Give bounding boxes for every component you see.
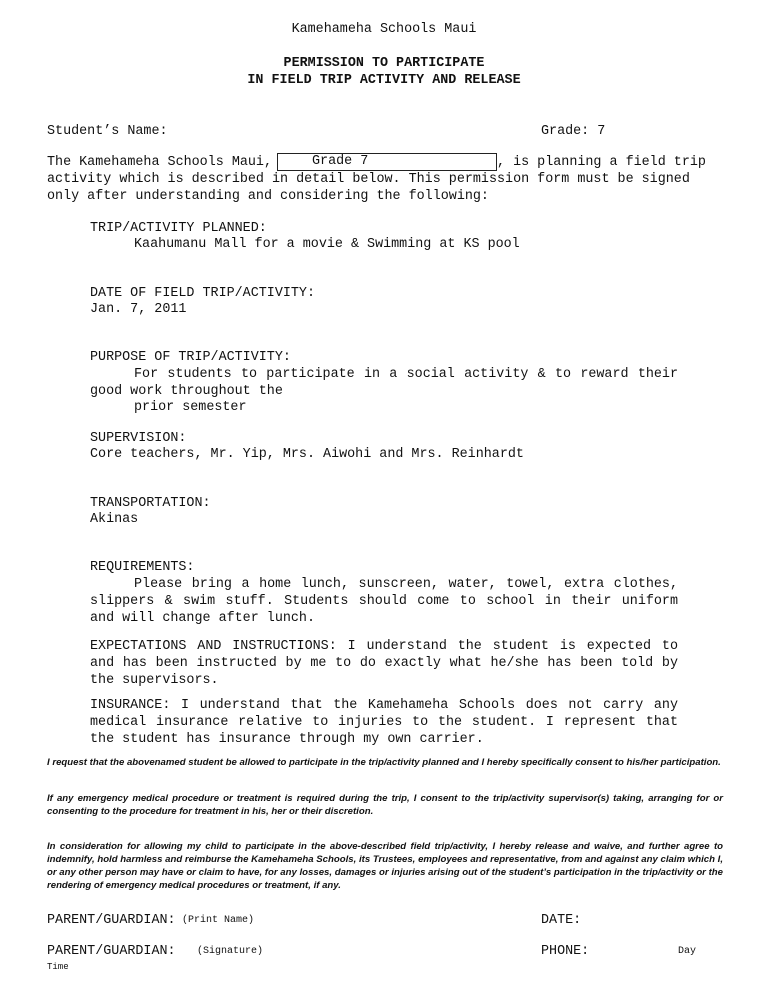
parent-guardian-label-1: PARENT/GUARDIAN:	[47, 913, 176, 928]
supervision-value: Core teachers, Mr. Yip, Mrs. Aiwohi and Mrs. Reinhardt	[90, 447, 524, 462]
medical-consent-paragraph: If any emergency medical procedure or treatment is required during the trip, I consent to the trip/activity supervisor(s) taking, arranging for or consenting to the procedure for treatment in his, her or their discretion.	[47, 793, 723, 817]
form-title-line-2: IN FIELD TRIP ACTIVITY AND RELEASE	[247, 73, 521, 88]
supervision-label: SUPERVISION:	[90, 431, 187, 446]
phone-time-hint: Time	[47, 962, 69, 972]
student-name-label: Student’s Name:	[47, 124, 168, 139]
phone-field-label: PHONE:	[541, 944, 590, 959]
intro-text-part-1: The Kamehameha Schools Maui,	[47, 155, 272, 170]
transportation-value: Akinas	[90, 512, 139, 527]
release-waiver-paragraph: In consideration for allowing my child to participate in the above-described field trip/activity, I hereby release and waive, and further agree to indemnify, hold harmless and reimburse the Kamehameha Schools, its Trustees, employees and representative, from and against any claim which I, or any other person may have or claim to have, for any losses, damages or injuries arising out of the student’s participation in the trip/activity or the rendering of emergency medical procedures or treatment, if any.	[47, 841, 723, 891]
school-name: Kamehameha Schools Maui	[291, 22, 477, 37]
intro-text-line-2: activity which is described in detail below. This permission form must be signed	[47, 172, 690, 187]
intro-text-line-3: only after understanding and considering the following:	[47, 189, 489, 204]
purpose-label: PURPOSE OF TRIP/ACTIVITY:	[90, 350, 291, 365]
date-field-label: DATE:	[541, 913, 582, 928]
transportation-label: TRANSPORTATION:	[90, 496, 211, 511]
requirements-text: Please bring a home lunch, sunscreen, water, towel, extra clothes, slippers & swim stuff. Students should come to school in their uniform and will change after lunch.	[90, 577, 678, 626]
purpose-text: For students to participate in a social activity & to reward their good work throughout the	[90, 367, 678, 399]
date-value: Jan. 7, 2011	[90, 302, 187, 317]
parent-guardian-label-2: PARENT/GUARDIAN:	[47, 944, 176, 959]
expectations-text: EXPECTATIONS AND INSTRUCTIONS: I understand the student is expected to and has been instructed by me to do exactly what he/she has been told by the supervisors.	[90, 639, 678, 688]
date-label: DATE OF FIELD TRIP/ACTIVITY:	[90, 286, 315, 301]
print-name-hint: (Print Name)	[182, 915, 255, 926]
trip-value: Kaahumanu Mall for a movie & Swimming at KS pool	[134, 237, 520, 252]
requirements-label: REQUIREMENTS:	[90, 560, 195, 575]
trip-label: TRIP/ACTIVITY PLANNED:	[90, 221, 267, 236]
grade-input-field[interactable]	[277, 153, 497, 171]
intro-text-part-2: , is planning a field trip	[497, 155, 706, 170]
form-title-line-1: PERMISSION TO PARTICIPATE	[283, 56, 485, 71]
phone-day-hint: Day	[678, 946, 697, 957]
consent-paragraph: I request that the abovenamed student be allowed to participate in the trip/activity planned and I hereby specifically consent to his/her participation.	[47, 757, 721, 768]
signature-hint: (Signature)	[197, 946, 264, 957]
purpose-extra: prior semester	[134, 400, 247, 415]
insurance-text: INSURANCE: I understand that the Kamehameha Schools does not carry any medical insurance relative to injuries to the student. I represent that the student has insurance through my own carrier.	[90, 698, 678, 747]
student-grade-label: Grade: 7	[541, 124, 606, 139]
grade-field-value: Grade 7	[312, 154, 369, 169]
